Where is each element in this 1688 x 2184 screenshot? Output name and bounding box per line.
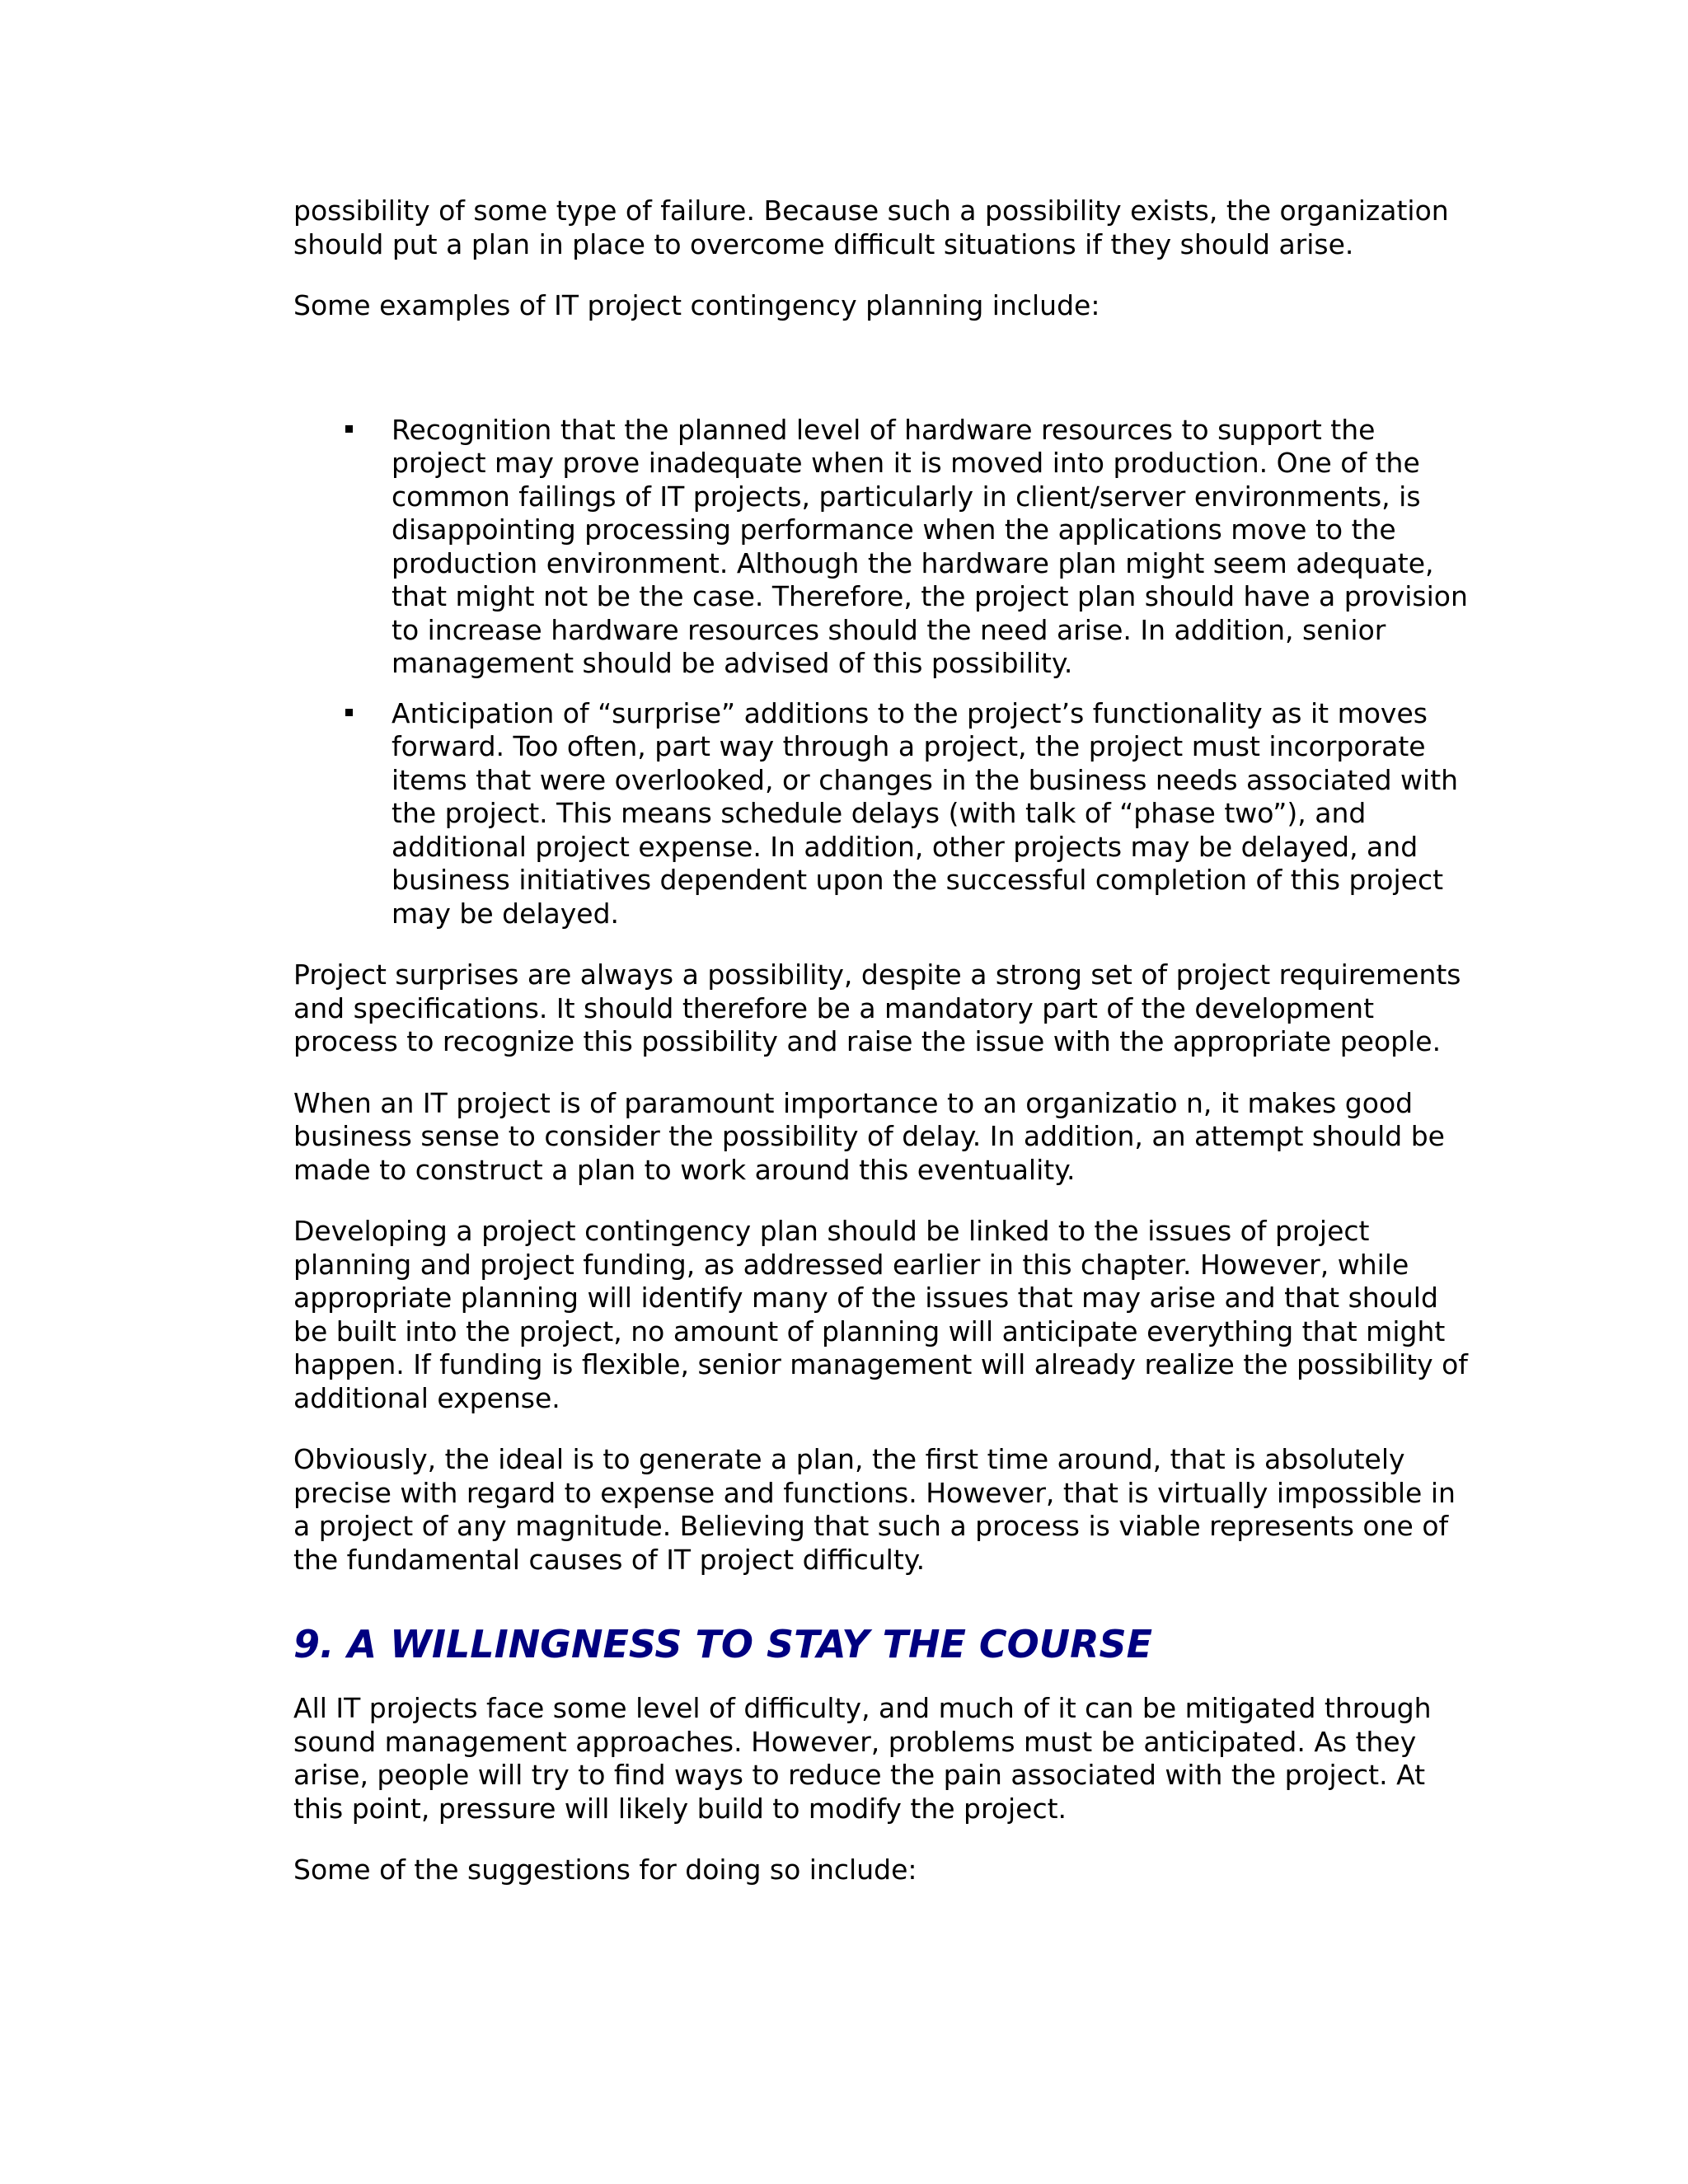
body-paragraph: Obviously, the ideal is to generate a plan, the first time around, that is absolutely precise with regard to expense and functions. However, that is virtually impossible in a project of any magnitude. Believing that such a process is viable represents one of the fundamental causes of IT project difficulty.	[293, 1443, 1456, 1576]
list-item	[293, 697, 1472, 931]
document-page	[293, 194, 1472, 1915]
square-bullet-icon	[345, 425, 353, 433]
section-heading: 9. A WILLINGNESS TO STAY THE COURSE	[293, 1622, 1153, 1666]
body-paragraph: All IT projects face some level of difficulty, and much of it can be mitigated through sound management approaches. However, problems must be anticipated. As they arise, people will try to find ways to reduce the pain associated with the project. At this point, pressure will likely build to modify the project.	[293, 1692, 1432, 1825]
list-intro-paragraph: Some examples of IT project contingency planning include:	[293, 289, 1100, 321]
body-paragraph: possibility of some type of failure. Because such a possibility exists, the organization should put a plan in place to overcome difficult situations if they should arise.	[293, 194, 1449, 260]
list-item-text: Anticipation of “surprise” additions to the project’s functionality as it moves forward. Too often, part way through a project, the project must incorporate items that were overlooked, or changes in the business needs associated with the project. This means schedule delays (with talk of “phase two”), and additional project expense. In addition, other projects may be delayed, and business initiatives dependent upon the successful completion of this project may be delayed.	[392, 696, 1459, 930]
square-bullet-icon	[345, 709, 353, 716]
body-paragraph: Some of the suggestions for doing so include:	[293, 1854, 917, 1886]
body-paragraph: Developing a project contingency plan should be linked to the issues of project planning and project funding, as addressed earlier in this chapter. However, while appropriate planning will identify many of the issues that may arise and that should be built into the project, no amount of planning will anticipate everything that might happen. If funding is flexible, senior management will already realize the possibility of additional expense.	[293, 1215, 1468, 1414]
body-paragraph: When an IT project is of paramount importance to an organizatio n, it makes good business sense to consider the possibility of delay. In addition, an attempt should be made to construct a plan to work around this eventuality.	[293, 1086, 1445, 1186]
body-paragraph: Project surprises are always a possibility, despite a strong set of project requirements and specifications. It should therefore be a mandatory part of the development process to recognize this possibility and raise the issue with the appropriate people.	[293, 958, 1461, 1057]
list-item	[293, 414, 1472, 681]
contingency-examples-list	[293, 414, 1472, 931]
list-item-text: Recognition that the planned level of hardware resources to support the project may prove inadequate when it is moved into production. One of the common failings of IT projects, particularly in client/server environments, is disappointing processing performance when the applications move to the production environment. Although the hardware plan might seem adequate, that might not be the case. Therefore, the project plan should have a provision to increase hardware resources should the need arise. In addition, senior management should be advised of this possibility.	[392, 413, 1468, 679]
